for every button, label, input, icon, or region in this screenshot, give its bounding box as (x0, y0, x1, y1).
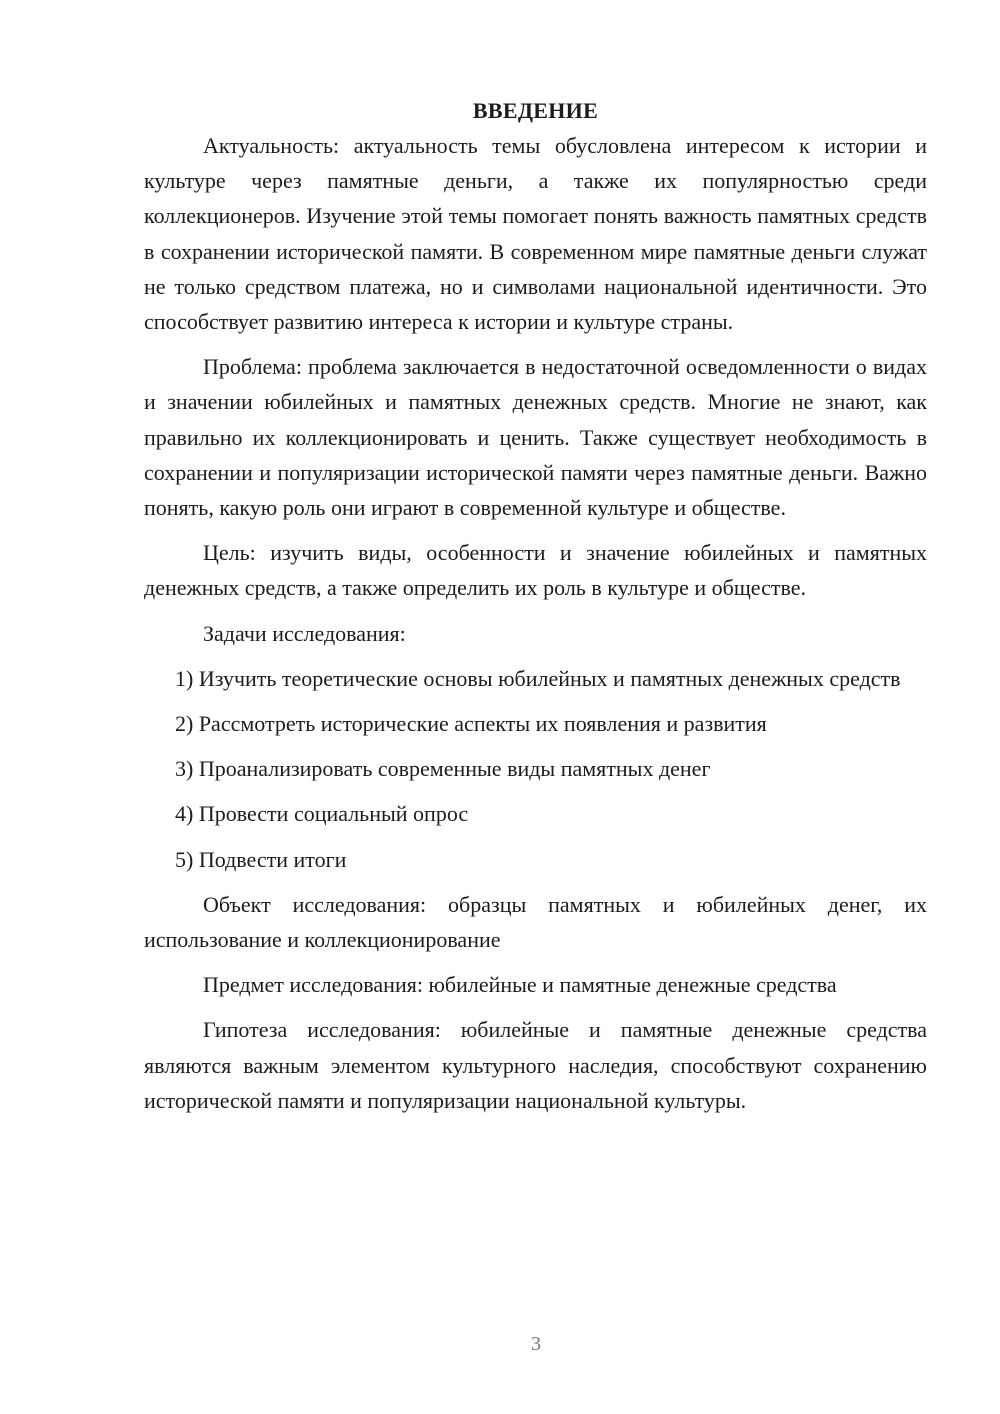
task-item-1: 1) Изучить теоретические основы юбилейных и памятных денежных средств (175, 665, 901, 691)
document-page (144, 93, 927, 1128)
tasks-heading: Задачи исследования: (203, 620, 406, 646)
paragraph-object: Объект исследования: образцы памятных и юбилейных денег, их использование и коллекционирование (144, 891, 927, 953)
page-title: ВВЕДЕНИЕ (472, 98, 599, 123)
paragraph-subject: Предмет исследования: юбилейные и памятные денежные средства (203, 972, 837, 998)
task-item-2: 2) Рассмотреть исторические аспекты их появления и развития (175, 711, 767, 737)
task-item-3: 3) Проанализировать современные виды памятных денег (175, 756, 711, 782)
paragraph-problem: Проблема: проблема заключается в недостаточной осведомленности о видах и значении юбилейных и памятных денежных средств. Многие не знают, как правильно их коллекционировать и ценить. Также существует необходимость в сохранении и популяризации исторической памяти через памятные деньги. Важно понять, какую роль они играют в современной культуре и обществе. (144, 354, 927, 521)
page-number: 3 (531, 1333, 541, 1355)
paragraph-goal: Цель: изучить виды, особенности и значение юбилейных и памятных денежных средств, а также определить их роль в культуре и обществе. (144, 540, 927, 601)
task-item-4: 4) Провести социальный опрос (175, 801, 469, 827)
paragraph-hypothesis: Гипотеза исследования: юбилейные и памятные денежные средства являются важным элементом культурного наследия, способствуют сохранению исторической памяти и популяризации национальной культуры. (144, 1017, 927, 1113)
paragraph-relevance: Актуальность: актуальность темы обусловлена интересом к истории и культуре через памятные деньги, а также их популярностью среди коллекционеров. Изучение этой темы помогает понять важность памятных средств в сохранении исторической памяти. В современном мире памятные деньги служат не только средством платежа, но и символами национальной идентичности. Это способствует развитию интереса к истории и культуре страны. (144, 133, 927, 335)
task-item-5: 5) Подвести итоги (175, 846, 347, 872)
